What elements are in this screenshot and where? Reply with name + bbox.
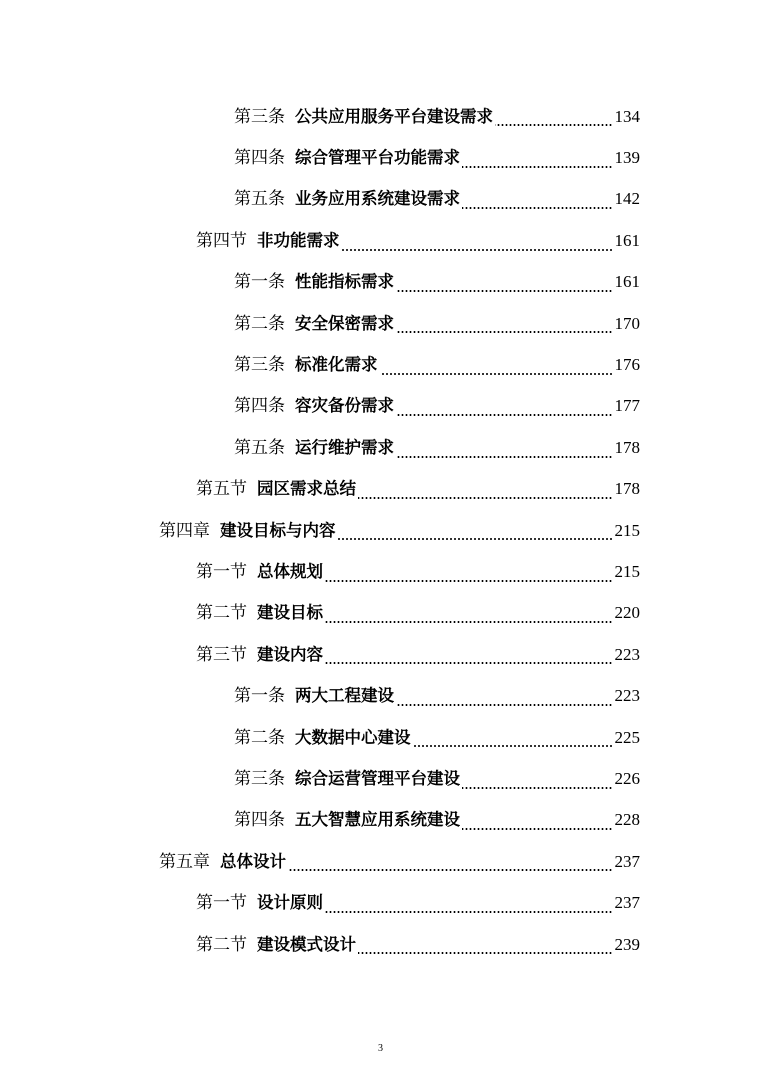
- toc-entry-page: 223: [614, 644, 640, 664]
- toc-entry-label: 第二节: [196, 934, 247, 955]
- toc-entry-label: 第三条: [234, 768, 285, 789]
- toc-entry-page: 226: [614, 768, 640, 788]
- toc-dot-leader: [396, 331, 613, 333]
- toc-entry-label: 第二条: [234, 727, 285, 748]
- toc-entry[interactable]: [0, 882, 761, 923]
- toc-entry-page: 178: [614, 479, 640, 499]
- toc-entry-page: 239: [614, 934, 640, 954]
- toc-entry[interactable]: [0, 841, 761, 882]
- toc-entry-title: 非功能需求: [257, 230, 340, 250]
- toc-dot-leader: [396, 456, 613, 458]
- toc-entry-page: 176: [614, 355, 640, 375]
- toc-entry[interactable]: [0, 924, 761, 965]
- toc-dot-leader: [325, 662, 613, 664]
- toc-dot-leader: [396, 414, 613, 416]
- toc-entry-title: 容灾备份需求: [295, 396, 394, 416]
- toc-entry[interactable]: [0, 220, 761, 261]
- toc-entry[interactable]: [0, 551, 761, 592]
- toc-entry-label: 第一条: [234, 686, 285, 707]
- toc-dot-leader: [396, 290, 613, 292]
- toc-dot-leader: [462, 828, 613, 830]
- toc-entry[interactable]: [0, 96, 761, 137]
- toc-entry-label: 第四条: [234, 148, 285, 169]
- toc-entry-page: 142: [614, 189, 640, 209]
- toc-entry[interactable]: [0, 510, 761, 551]
- toc-entry-page: 134: [614, 106, 640, 126]
- toc-entry-label: 第二条: [234, 313, 285, 334]
- toc-entry-label: 第三条: [234, 106, 285, 127]
- toc-entry-title: 综合管理平台功能需求: [295, 148, 460, 168]
- toc-entry-title: 两大工程建设: [295, 686, 394, 706]
- toc-entry-title: 总体设计: [220, 851, 286, 871]
- toc-dot-leader: [325, 580, 613, 582]
- toc-dot-leader: [380, 373, 613, 375]
- table-of-contents: [0, 96, 761, 965]
- toc-entry[interactable]: [0, 386, 761, 427]
- toc-entry[interactable]: [0, 675, 761, 716]
- toc-dot-leader: [288, 869, 613, 871]
- toc-entry[interactable]: [0, 469, 761, 510]
- toc-entry-title: 设计原则: [257, 893, 323, 913]
- toc-entry-page: 237: [614, 893, 640, 913]
- toc-entry-label: 第一节: [196, 561, 247, 582]
- toc-entry-label: 第一节: [196, 893, 247, 914]
- toc-entry-page: 178: [614, 437, 640, 457]
- toc-entry-title: 建设内容: [257, 644, 323, 664]
- toc-entry-title: 园区需求总结: [257, 479, 356, 499]
- toc-entry-label: 第四条: [234, 810, 285, 831]
- toc-entry[interactable]: [0, 758, 761, 799]
- toc-entry-page: 223: [614, 686, 640, 706]
- toc-dot-leader: [358, 497, 613, 499]
- toc-dot-leader: [462, 787, 613, 789]
- toc-entry-title: 建设目标与内容: [220, 520, 336, 540]
- toc-entry-title: 综合运营管理平台建设: [295, 768, 460, 788]
- toc-entry-title: 标准化需求: [295, 355, 378, 375]
- toc-entry-title: 运行维护需求: [295, 437, 394, 457]
- toc-dot-leader: [325, 621, 613, 623]
- toc-entry-title: 建设目标: [257, 603, 323, 623]
- toc-entry-page: 237: [614, 851, 640, 871]
- toc-entry[interactable]: [0, 634, 761, 675]
- toc-entry[interactable]: [0, 593, 761, 634]
- toc-dot-leader: [325, 911, 613, 913]
- toc-dot-leader: [462, 207, 613, 209]
- toc-entry-label: 第四节: [196, 230, 247, 251]
- toc-entry-title: 总体规划: [257, 561, 323, 581]
- toc-entry-title: 大数据中心建设: [295, 727, 411, 747]
- toc-entry[interactable]: [0, 179, 761, 220]
- toc-entry-label: 第二节: [196, 603, 247, 624]
- toc-entry-title: 五大智慧应用系统建设: [295, 810, 460, 830]
- toc-dot-leader: [413, 745, 613, 747]
- toc-entry[interactable]: [0, 800, 761, 841]
- page-number: 3: [378, 1043, 383, 1054]
- toc-entry-title: 业务应用系统建设需求: [295, 189, 460, 209]
- toc-entry-title: 公共应用服务平台建设需求: [295, 106, 493, 126]
- toc-entry-label: 第一条: [234, 272, 285, 293]
- toc-entry[interactable]: [0, 344, 761, 385]
- toc-entry-page: 215: [614, 561, 640, 581]
- toc-entry-page: 228: [614, 810, 640, 830]
- toc-entry-label: 第五条: [234, 437, 285, 458]
- toc-entry-page: 215: [614, 520, 640, 540]
- toc-entry-page: 177: [614, 396, 640, 416]
- toc-entry-page: 220: [614, 603, 640, 623]
- toc-dot-leader: [338, 538, 613, 540]
- toc-entry-label: 第四章: [159, 520, 210, 541]
- toc-entry-title: 建设模式设计: [257, 934, 356, 954]
- toc-entry-title: 安全保密需求: [295, 313, 394, 333]
- toc-entry-page: 139: [614, 148, 640, 168]
- toc-entry-label: 第四条: [234, 396, 285, 417]
- toc-entry[interactable]: [0, 717, 761, 758]
- toc-dot-leader: [358, 952, 613, 954]
- toc-entry[interactable]: [0, 262, 761, 303]
- toc-dot-leader: [495, 124, 613, 126]
- toc-entry-label: 第五章: [159, 851, 210, 872]
- toc-entry-label: 第五节: [196, 479, 247, 500]
- toc-entry[interactable]: [0, 427, 761, 468]
- toc-dot-leader: [342, 249, 613, 251]
- toc-entry-page: 161: [614, 272, 640, 292]
- toc-entry-label: 第五条: [234, 189, 285, 210]
- toc-dot-leader: [462, 166, 613, 168]
- toc-entry-page: 170: [614, 313, 640, 333]
- toc-entry-title: 性能指标需求: [295, 272, 394, 292]
- toc-entry[interactable]: [0, 137, 761, 178]
- toc-entry-label: 第三节: [196, 644, 247, 665]
- toc-entry-page: 225: [614, 727, 640, 747]
- toc-entry-label: 第三条: [234, 355, 285, 376]
- toc-entry[interactable]: [0, 303, 761, 344]
- toc-entry-page: 161: [614, 230, 640, 250]
- toc-dot-leader: [396, 704, 613, 706]
